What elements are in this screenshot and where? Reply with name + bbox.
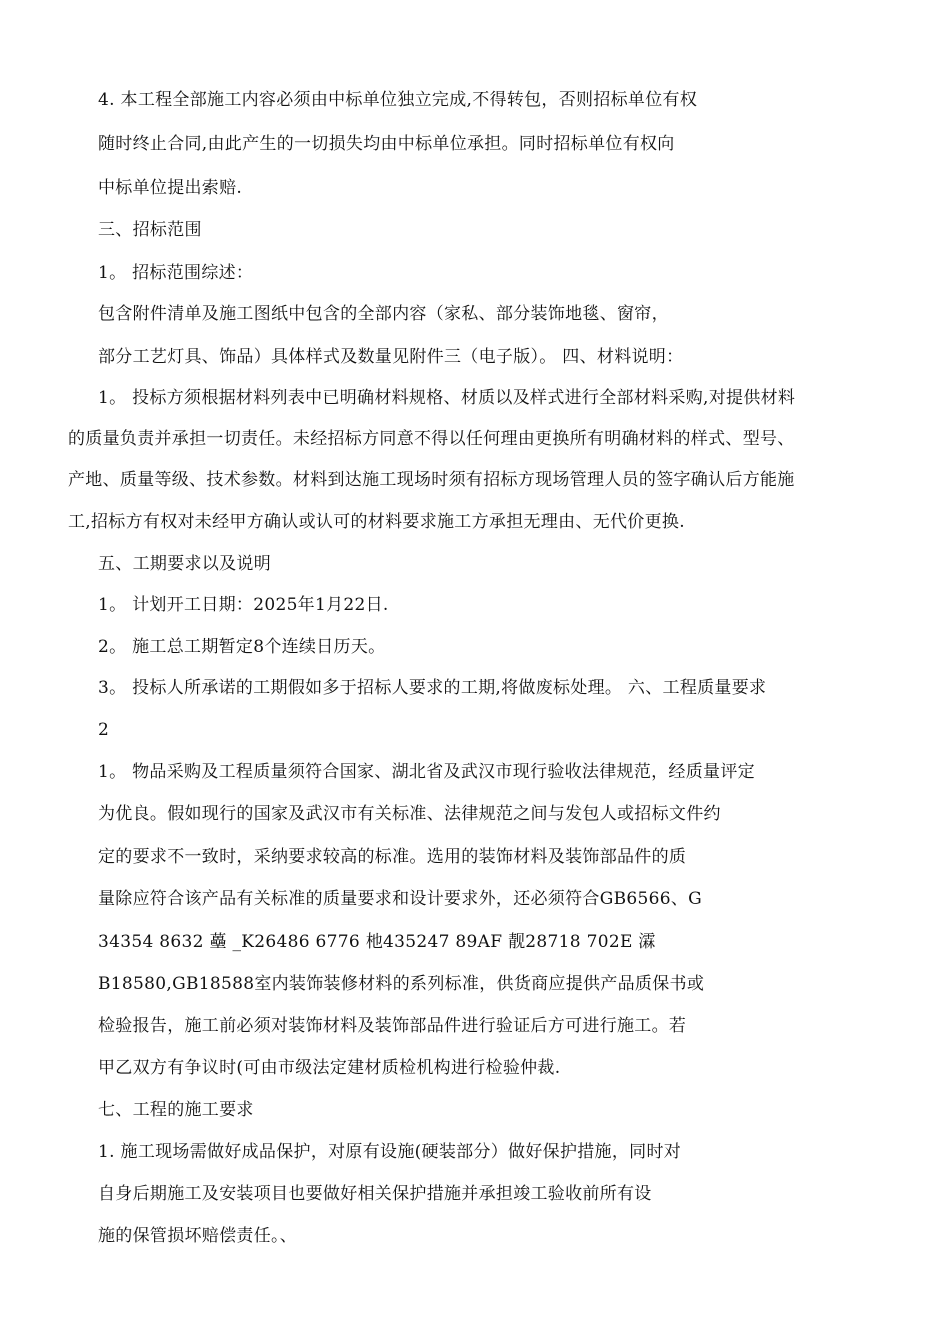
text-line: 1。 招标范围综述：: [98, 263, 254, 283]
text-line: 1. 施工现场需做好成品保护，对原有设施(硬装部分）做好保护措施，同时对: [98, 1142, 682, 1162]
text-line: 包含附件清单及施工图纸中包含的全部内容（家私、部分装饰地毯、窗帘，: [98, 304, 669, 324]
text-line: 自身后期施工及安装项目也要做好相关保护措施并承担竣工验收前所有设: [98, 1184, 652, 1204]
text-line: 1。 投标方须根据材料列表中已明确材料规格、材质以及样式进行全部材料采购,对提供材料: [98, 388, 796, 408]
text-line: 4. 本工程全部施工内容必须由中标单位独立完成,不得转包，否则招标单位有权: [98, 90, 698, 110]
text-line: 部分工艺灯具、饰品）具体样式及数量见附件三（电子版）。 四、材料说明：: [98, 347, 684, 367]
text-line: 施的保管损坏赔偿责任。、: [98, 1226, 298, 1246]
text-line: 产地、质量等级、技术参数。材料到达施工现场时须有招标方现场管理人员的签字确认后方能施: [68, 470, 795, 490]
text-line: 1。 计划开工日期：2025年1月22日.: [98, 595, 389, 615]
text-line: 工,招标方有权对未经甲方确认或认可的材料要求施工方承担无理由、无代价更换.: [68, 512, 685, 532]
text-line: 定的要求不一致时，采纳要求较高的标准。选用的装饰材料及装饰部品件的质: [98, 847, 687, 867]
section-heading: 七、工程的施工要求: [98, 1100, 254, 1120]
text-line: B18580,GB18588室内装饰装修材料的系列标准，供货商应提供产品质保书或: [98, 974, 705, 994]
section-heading: 三、招标范围: [98, 220, 202, 240]
text-line: 3。 投标人所承诺的工期假如多于招标人要求的工期,将做废标处理。 六、工程质量要求: [98, 678, 767, 698]
text-line: 量除应符合该产品有关标准的质量要求和设计要求外，还必须符合GB6566、G: [98, 889, 703, 909]
text-line: 的质量负责并承担一切责任。未经招标方同意不得以任何理由更换所有明确材料的样式、型号、: [68, 429, 795, 449]
text-line: 甲乙双方有争议时(可由市级法定建材质检机构进行检验仲裁.: [98, 1058, 561, 1078]
text-line: 随时终止合同,由此产生的一切损失均由中标单位承担。同时招标单位有权向: [98, 134, 675, 154]
text-line: 为优良。假如现行的国家及武汉市有关标准、法律规范之间与发包人或招标文件约: [98, 804, 721, 824]
text-line: 2。 施工总工期暂定8个连续日历天。: [98, 637, 386, 657]
text-line: 34354 8632 蘲 _K26486 6776 杝435247 89AF 靓28718 702E 瀮: [98, 932, 656, 952]
text-line: 1。 物品采购及工程质量须符合国家、湖北省及武汉市现行验收法律规范，经质量评定: [98, 762, 755, 782]
page-number: 2: [98, 720, 110, 740]
text-line: 中标单位提出索赔.: [98, 178, 243, 198]
text-line: 检验报告，施工前必须对装饰材料及装饰部品件进行验证后方可进行施工。若: [98, 1016, 687, 1036]
section-heading: 五、工期要求以及说明: [98, 554, 271, 574]
